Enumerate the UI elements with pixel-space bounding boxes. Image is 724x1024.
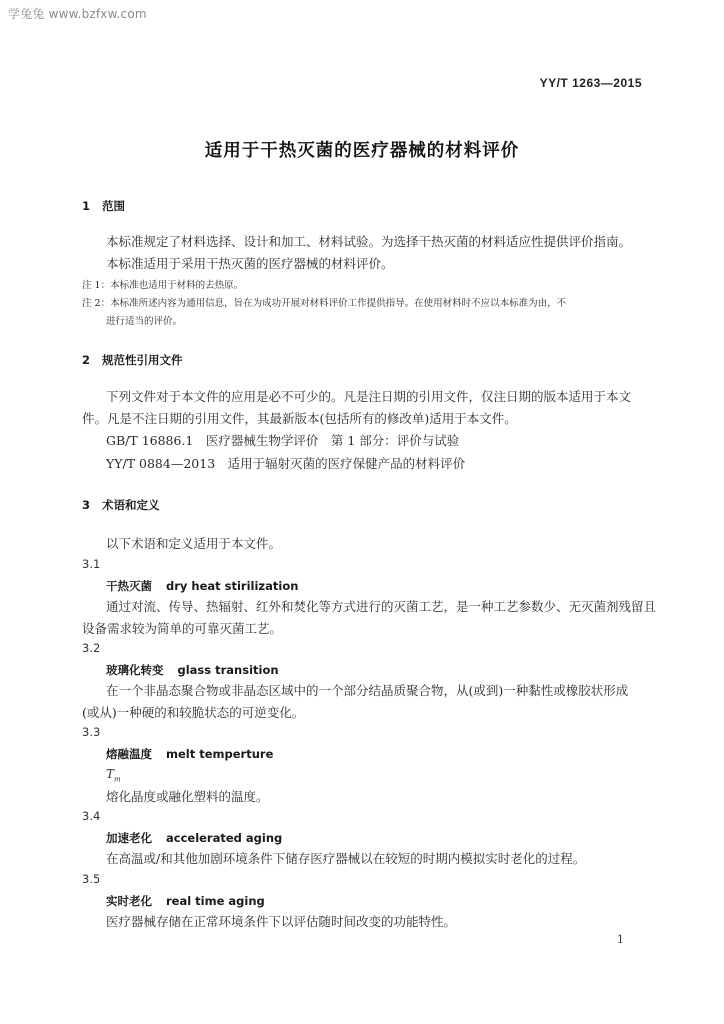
section-title: 规范性引用文件 — [102, 353, 183, 367]
term-definition-continued: (或从)一种硬的和较脆状态的可逆变化。 — [82, 705, 305, 720]
term-definition: 医疗器械存储在正常环境条件下以评估随时间改变的功能特性。 — [106, 914, 457, 929]
term-chinese: 实时老化 — [106, 894, 152, 908]
term-definition-continued: 设备需求较为简单的可靠灭菌工艺。 — [82, 621, 283, 636]
scope-paragraph-1: 本标准规定了材料选择、设计和加工、材料试验。为选择干热灭菌的材料适应性提供评价指南。 — [106, 234, 632, 249]
term-definition: 熔化晶度或融化塑料的温度。 — [106, 789, 269, 804]
term-definition: 在一个非晶态聚合物或非晶态区域中的一个部分结晶质聚合物，从(或到)一种黏性或橡胶状形成 — [106, 683, 629, 698]
term-definition: 通过对流、传导、热辐射、红外和焚化等方式进行的灭菌工艺，是一种工艺参数少、无灭菌剂残留且 — [106, 599, 657, 614]
reference-gb-t-16886-1: GB/T 16886.1 医疗器械生物学评价 第 1 部分：评价与试验 — [106, 433, 460, 448]
term-chinese: 干热灭菌 — [106, 579, 152, 593]
term-heading — [106, 578, 298, 594]
reference-yy-t-0884: YY/T 0884—2013 适用于辐射灭菌的医疗保健产品的材料评价 — [106, 456, 466, 471]
normative-paragraph-line-2: 件。凡是不注日期的引用文件，其最新版本(包括所有的修改单)适用于本文件。 — [82, 411, 517, 426]
document-title: 适用于干热灭菌的医疗器械的材料评价 — [204, 141, 520, 161]
symbol-letter: T — [106, 767, 115, 781]
term-chinese: 加速老化 — [106, 831, 152, 845]
term-chinese: 熔融温度 — [106, 747, 152, 761]
section-title: 范围 — [102, 199, 125, 213]
section-number: 3 — [82, 498, 91, 512]
section-number: 2 — [82, 353, 91, 367]
scope-paragraph-2: 本标准适用于采用干热灭菌的医疗器械的材料评价。 — [106, 256, 394, 271]
page-number: 1 — [617, 933, 624, 946]
term-heading — [106, 893, 265, 909]
term-chinese: 玻璃化转变 — [106, 663, 164, 677]
section-number: 1 — [82, 199, 91, 213]
term-number: 3.5 — [82, 872, 101, 886]
term-english: accelerated aging — [166, 831, 283, 845]
term-english: real time aging — [166, 894, 265, 908]
watermark: 学兔兔 www.bzfxw.com — [8, 7, 147, 21]
term-number: 3.2 — [82, 641, 101, 655]
note-2: 注 2：本标准所述内容为通用信息，旨在为成功开展对材料评价工作提供指导。在使用材料时不应以本标准为由，不 — [82, 298, 567, 309]
section-title: 术语和定义 — [102, 498, 160, 512]
note-2-continued: 进行适当的评价。 — [106, 316, 183, 327]
term-number: 3.4 — [82, 809, 101, 823]
term-definition: 在高温或/和其他加剧环境条件下储存医疗器械以在较短的时期内模拟实时老化的过程。 — [106, 851, 586, 866]
symbol-subscript: m — [114, 775, 121, 784]
term-number: 3.1 — [82, 557, 101, 571]
terms-intro: 以下术语和定义适用于本文件。 — [106, 536, 282, 551]
term-heading — [106, 746, 273, 762]
term-heading — [106, 830, 282, 846]
section-heading-scope — [82, 198, 125, 214]
section-heading-normative-references — [82, 352, 183, 368]
term-english: glass transition — [177, 663, 279, 677]
normative-paragraph-line-1: 下列文件对于本文件的应用是必不可少的。凡是注日期的引用文件，仅注日期的版本适用于本文 — [106, 389, 632, 404]
term-english: melt temperture — [166, 747, 274, 761]
term-symbol — [106, 767, 121, 783]
term-english: dry heat stirilization — [166, 579, 299, 593]
standard-number: YY/T 1263—2015 — [539, 76, 642, 90]
term-heading — [106, 662, 279, 678]
note-1: 注 1：本标准也适用于材料的去热原。 — [82, 280, 244, 291]
term-number: 3.3 — [82, 725, 101, 739]
section-heading-terms — [82, 497, 160, 513]
